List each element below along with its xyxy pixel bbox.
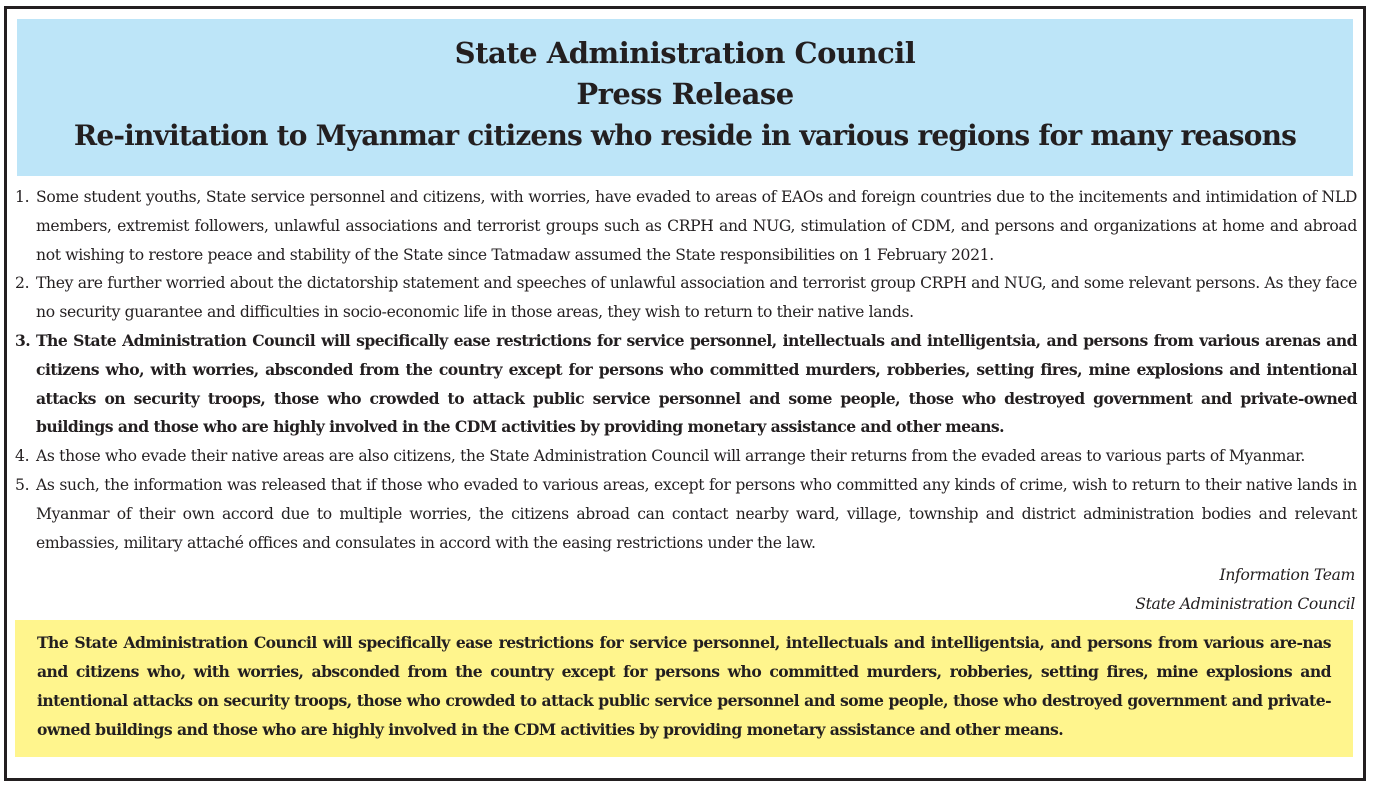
paragraph-4 — [15, 442, 1357, 471]
paragraph-number: 3. — [15, 330, 31, 350]
highlight-text: The State Administration Council will specifically ease restrictions for service personnel, intellectuals and intelligentsia, and persons from various are-nas and citizens who, with worries, absconded from the country except for persons who committed murders, robberies, setting fires, mine explosions and intentional attacks on security troops, those who crowded to attack public service personnel and some people, those who destroyed government and private-owned buildings and those who are highly involved in the CDM activities by providing monetary assistance and other means. — [37, 633, 1331, 739]
highlight-box — [15, 620, 1353, 757]
council-title: State Administration Council — [454, 36, 916, 70]
signature-council: State Administration Council — [1135, 595, 1355, 613]
signature-team: Information Team — [1219, 566, 1355, 584]
paragraph-text: As such, the information was released that if those who evaded to various areas, except for persons who committed any kinds of crime, wish to return to their native lands in Myanmar of their own accord due to multiple worries, the citizens abroad can contact nearby ward, village, township and district administration bodies and relevant embassies, military attaché offices and consulates in accord with the easing restrictions under the law. — [36, 475, 1357, 552]
paragraph-2 — [15, 269, 1357, 327]
release-headline: Re-invitation to Myanmar citizens who reside in various regions for many reasons — [73, 119, 1297, 152]
paragraph-5 — [15, 471, 1357, 557]
paragraph-3 — [15, 327, 1357, 442]
press-release-header — [17, 19, 1353, 176]
release-paragraph-list — [15, 183, 1357, 557]
paragraph-number: 2. — [15, 274, 30, 293]
paragraph-number: 5. — [15, 475, 30, 494]
paragraph-text: They are further worried about the dictatorship statement and speeches of unlawful association and terrorist group CRPH and NUG, and some relevant persons. As they face no security guarantee and difficulties in socio-economic life in those areas, they wish to return to their native lands. — [36, 274, 1357, 322]
press-release-frame — [4, 6, 1366, 781]
paragraph-text: Some student youths, State service personnel and citizens, with worries, have evaded to areas of EAOs and foreign countries due to the incitements and intimidation of NLD members, extremist followers, unlawful associations and terrorist groups such as CRPH and NUG, stimulation of CDM, and persons and organizations at home and abroad not wishing to restore peace and stability of the State since Tatmadaw assumed the State responsibilities on 1 February 2021. — [36, 188, 1357, 264]
paragraph-1 — [15, 183, 1357, 269]
paragraph-text: As those who evade their native areas are also citizens, the State Administration Council will arrange their returns from the evaded areas to various parts of Myanmar. — [36, 447, 1306, 466]
paragraph-number: 4. — [15, 447, 30, 466]
signature-block — [1135, 561, 1355, 619]
paragraph-text: The State Administration Council will specifically ease restrictions for service personnel, intellectuals and intelligentsia, and persons from various arenas and citizens who, with worries, absconded from the country except for persons who committed murders, robberies, setting fires, mine explosions and intentional attacks on security troops, those who crowded to attack public service personnel and some people, those who destroyed government and private-owned buildings and those who are highly involved in the CDM activities by providing monetary assistance and other means. — [36, 330, 1357, 437]
press-release-label: Press Release — [576, 77, 794, 111]
paragraph-number: 1. — [15, 188, 30, 206]
